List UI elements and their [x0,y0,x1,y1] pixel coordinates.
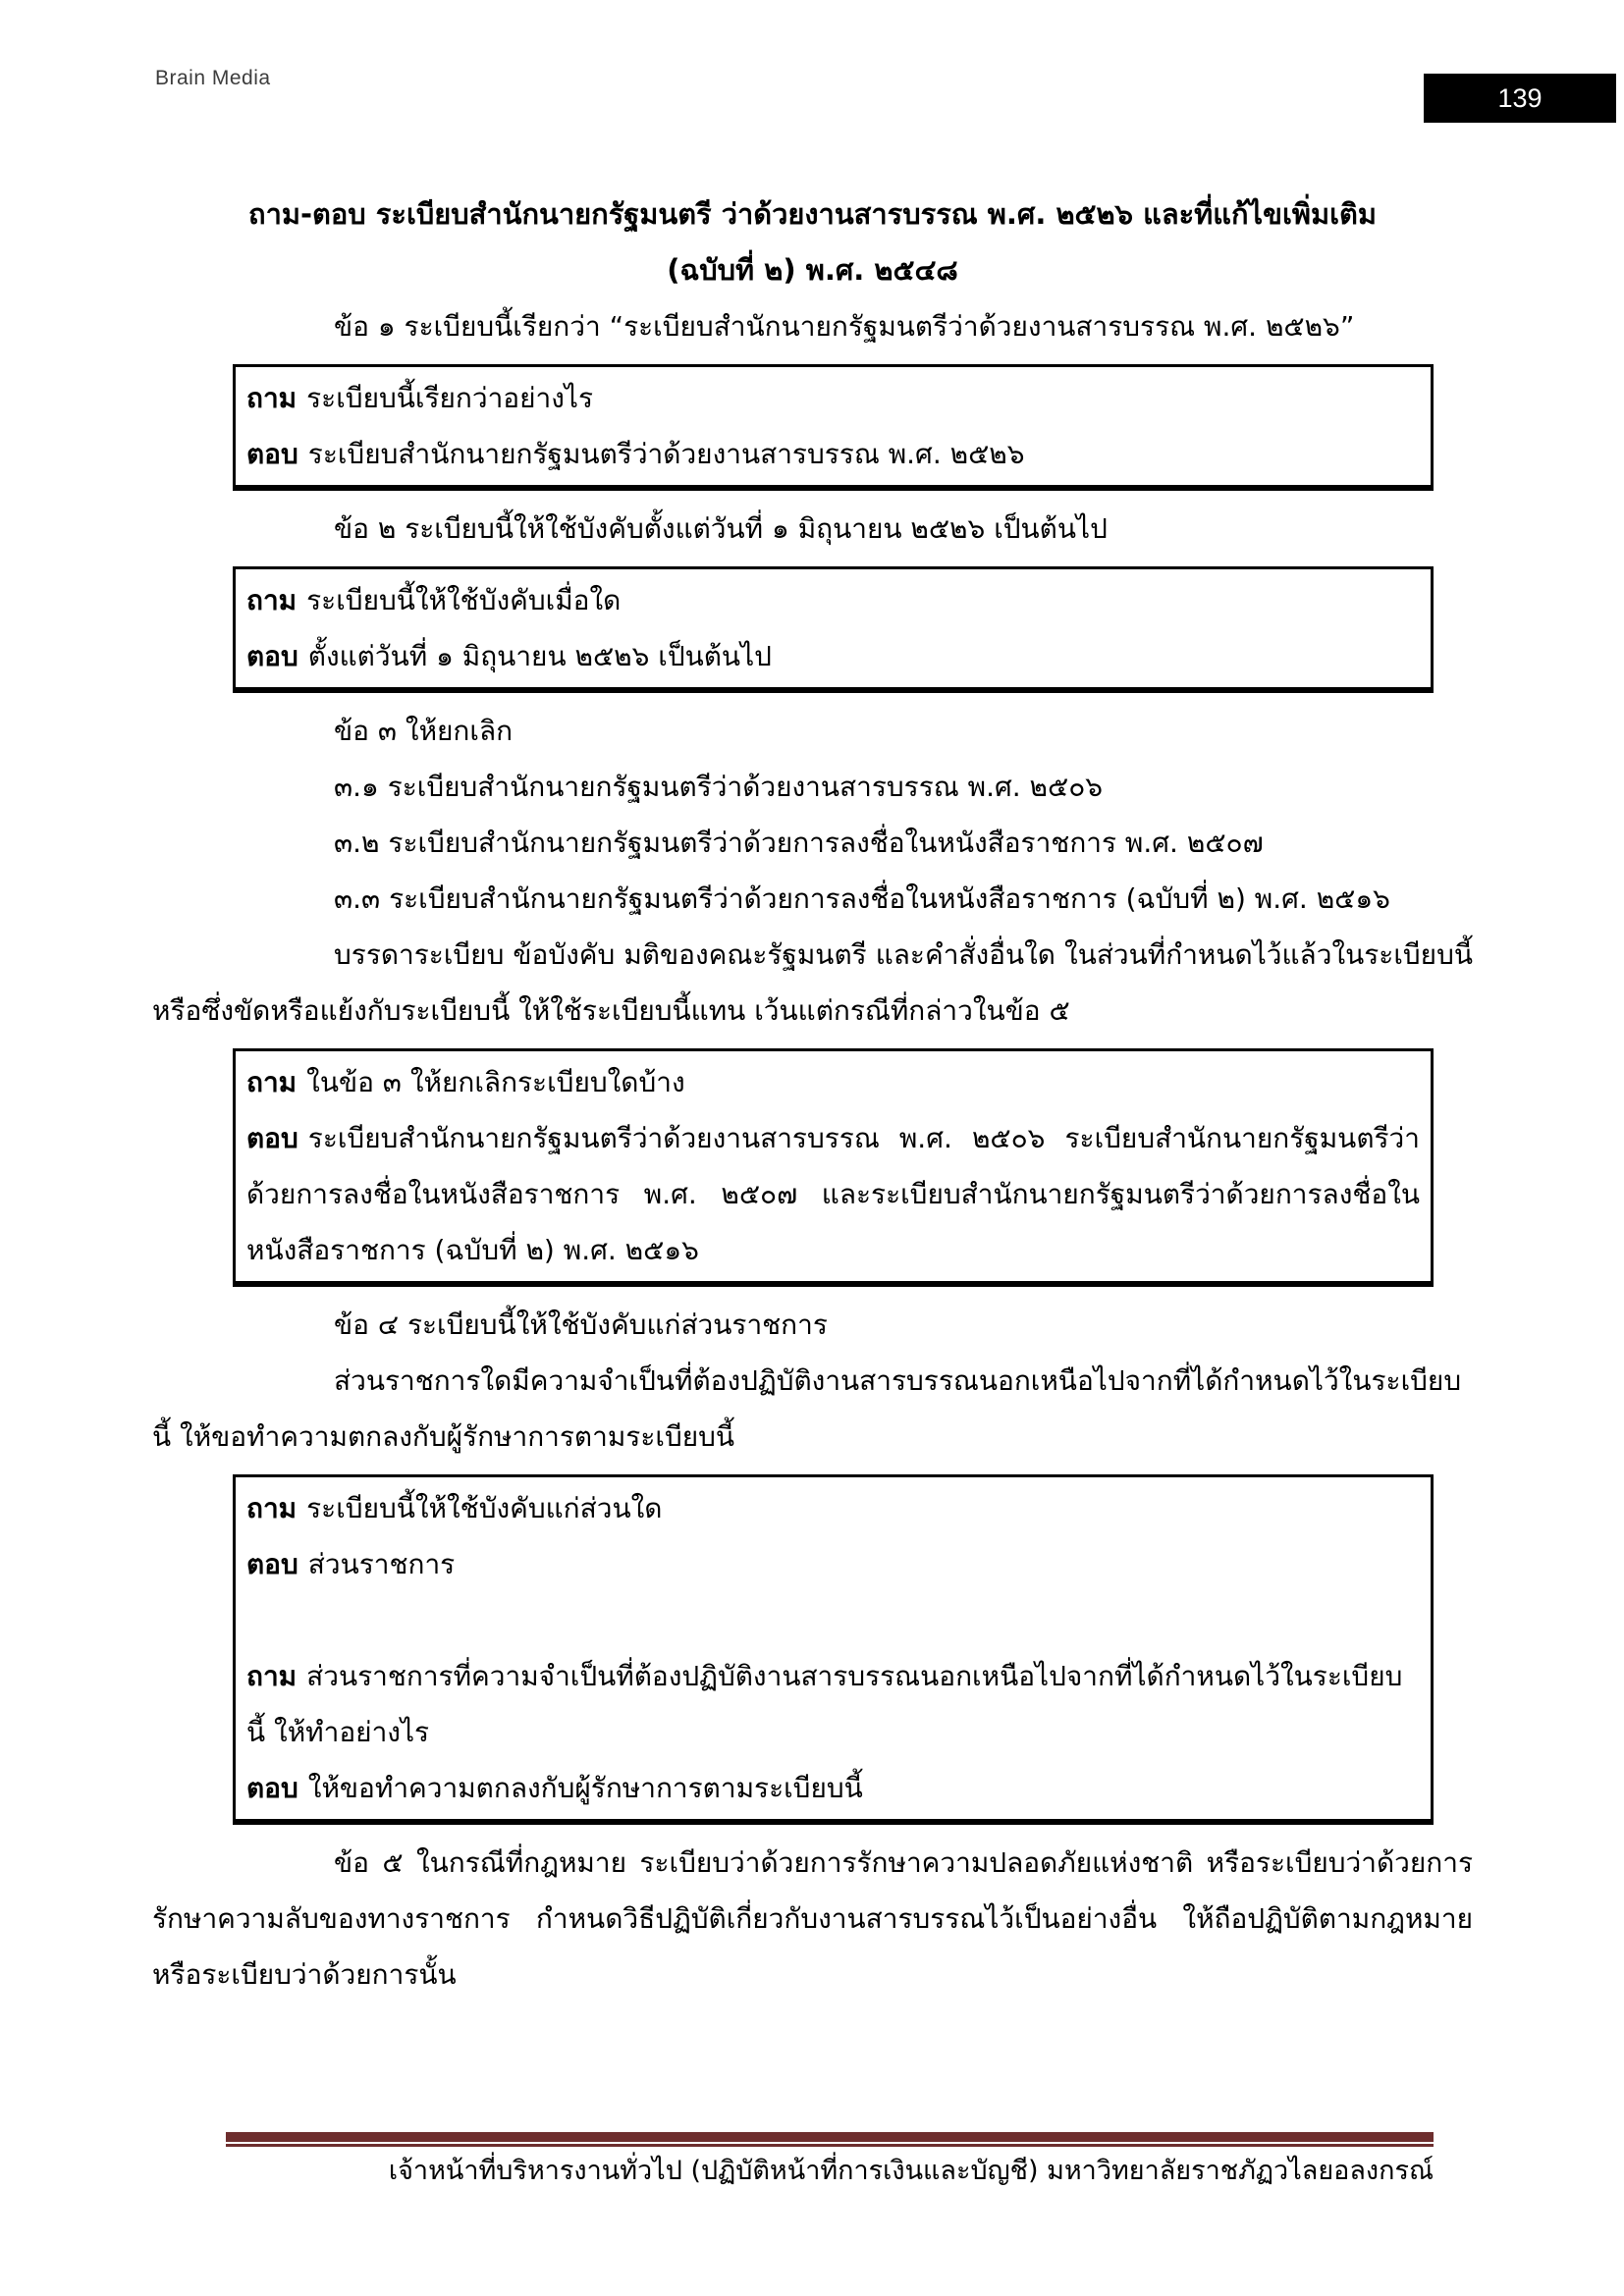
question-label: ถาม [246,1660,298,1692]
clause-3: ข้อ ๓ ให้ยกเลิก [334,715,514,747]
qa4-question1-text: ระเบียบนี้ให้ใช้บังคับแก่ส่วนใด [306,1492,663,1524]
qa2-question-line [246,572,1420,628]
question-label: ถาม [246,1492,298,1524]
question-label: ถาม [246,382,298,414]
qa-box-2 [233,566,1434,693]
answer-label: ตอบ [246,1772,298,1804]
clause-5-paragraph: ข้อ ๕ ในกรณีที่กฎหมาย ระเบียบว่าด้วยการรักษาความปลอดภัยแห่งชาติ หรือระเบียบว่าด้วยการรักษาความลับของทางราชการ กำหนดวิธีปฏิบัติเกี่ยวกับงานสารบรรณไว้เป็นอย่างอื่น ให้ถือปฏิบัติตามกฎหมาย หรือระเบียบว่าด้วยการนั้น [152,1846,1473,1991]
qa2-answer-line [246,628,1420,684]
clause-1: ข้อ ๑ ระเบียบนี้เรียกว่า “ระเบียบสำนักนายกรัฐมนตรีว่าด้วยงานสารบรรณ พ.ศ. ๒๕๒๖” [334,310,1355,343]
question-label: ถาม [246,584,298,616]
qa3-answer-line [246,1110,1420,1278]
qa2-answer-text: ตั้งแต่วันที่ ๑ มิถุนายน ๒๕๒๖ เป็นต้นไป [307,640,772,672]
qa4-question2-text: ส่วนราชการที่ความจำเป็นที่ต้องปฏิบัติงานสารบรรณนอกเหนือไปจากที่ได้กำหนดไว้ในระเบียบนี้ ให้ทำอย่างไร [246,1660,1403,1748]
page-footer [226,2132,1434,2191]
qa1-question-line [246,370,1420,426]
clause-3-paragraph: บรรดาระเบียบ ข้อบังคับ มติของคณะรัฐมนตรี และคำสั่งอื่นใด ในส่วนที่กำหนดไว้แล้วในระเบียบนี้ หรือซึ่งขัดหรือแย้งกับระเบียบนี้ ให้ใช้ระเบียบนี้แทน เว้นแต่กรณีที่กล่าวในข้อ ๕ [152,938,1473,1027]
qa-box-4 [233,1474,1434,1825]
qa4-question2-line [246,1648,1420,1760]
answer-label: ตอบ [246,1548,298,1580]
qa1-question-text: ระเบียบนี้เรียกว่าอย่างไร [306,382,594,414]
qa4-answer1-line [246,1536,1420,1592]
question-label: ถาม [246,1066,298,1098]
qa4-question1-line [246,1480,1420,1536]
qa1-answer-line [246,426,1420,482]
footer-text: เจ้าหน้าที่บริหารงานทั่วไป (ปฏิบัติหน้าที่การเงินและบัญชี) มหาวิทยาลัยราชภัฏวไลยอลงกรณ์ [388,2156,1434,2186]
qa3-answer-text: ระเบียบสำนักนายกรัฐมนตรีว่าด้วยงานสารบรรณ พ.ศ. ๒๕๐๖ ระเบียบสำนักนายกรัฐมนตรีว่าด้วยการลงชื่อในหนังสือราชการ พ.ศ. ๒๕๐๗ และระเบียบสำนักนายกรัฐมนตรีว่าด้วยการลงชื่อในหนังสือราชการ (ฉบับที่ ๒) พ.ศ. ๒๕๑๖ [246,1122,1420,1266]
page-number-badge [1424,74,1616,123]
clause-3-2: ๓.๒ ระเบียบสำนักนายกรัฐมนตรีว่าด้วยการลงชื่อในหนังสือราชการ พ.ศ. ๒๕๐๗ [334,827,1264,859]
document-title-line1: ถาม-ตอบ ระเบียบสำนักนายกรัฐมนตรี ว่าด้วยงานสารบรรณ พ.ศ. ๒๕๒๖ และที่แก้ไขเพิ่มเติม [248,197,1377,231]
answer-label: ตอบ [246,640,298,672]
qa1-answer-text: ระเบียบสำนักนายกรัฐมนตรีว่าด้วยงานสารบรรณ พ.ศ. ๒๕๒๖ [307,438,1025,470]
clause-4: ข้อ ๔ ระเบียบนี้ให้ใช้บังคับแก่ส่วนราชการ [334,1308,828,1341]
answer-label: ตอบ [246,1122,298,1154]
qa-box-3 [233,1048,1434,1287]
document-title-line2: (ฉบับที่ ๒) พ.ศ. ๒๕๔๘ [667,253,958,287]
footer-rule-thick [226,2132,1434,2142]
qa3-question-text: ในข้อ ๓ ให้ยกเลิกระเบียบใดบ้าง [306,1066,685,1098]
document-body [152,187,1473,2002]
brand-label: Brain Media [155,67,271,89]
answer-label: ตอบ [246,438,298,470]
qa2-question-text: ระเบียบนี้ให้ใช้บังคับเมื่อใด [306,584,622,616]
qa4-answer2-line [246,1760,1420,1816]
footer-rule-thin [226,2144,1434,2147]
clause-2: ข้อ ๒ ระเบียบนี้ให้ใช้บังคับตั้งแต่วันที่ ๑ มิถุนายน ๒๕๒๖ เป็นต้นไป [334,512,1108,545]
page-number-value: 139 [1497,82,1543,113]
qa4-answer1-text: ส่วนราชการ [307,1548,456,1580]
qa4-answer2-text: ให้ขอทำความตกลงกับผู้รักษาการตามระเบียบนี้ [307,1772,863,1804]
qa3-question-line [246,1054,1420,1110]
clause-3-3: ๓.๓ ระเบียบสำนักนายกรัฐมนตรีว่าด้วยการลงชื่อในหนังสือราชการ (ฉบับที่ ๒) พ.ศ. ๒๕๑๖ [334,882,1390,915]
qa-box-1 [233,364,1434,491]
clause-3-1: ๓.๑ ระเบียบสำนักนายกรัฐมนตรีว่าด้วยงานสารบรรณ พ.ศ. ๒๕๐๖ [334,771,1104,803]
clause-4-paragraph: ส่วนราชการใดมีความจำเป็นที่ต้องปฏิบัติงานสารบรรณนอกเหนือไปจากที่ได้กำหนดไว้ในระเบียบนี้ ให้ขอทำความตกลงกับผู้รักษาการตามระเบียบนี้ [152,1364,1462,1453]
